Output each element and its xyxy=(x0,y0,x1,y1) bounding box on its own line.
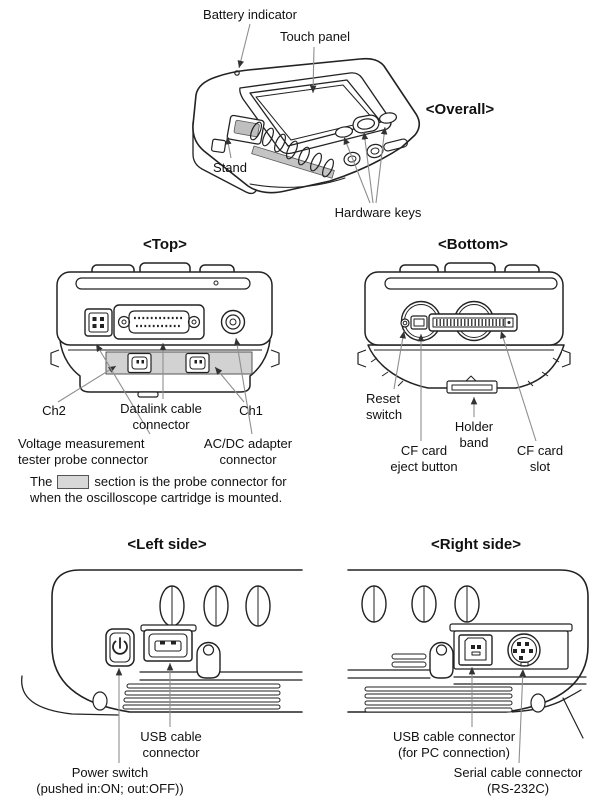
left-view-title: <Left side> xyxy=(127,536,207,553)
acdc-label: AC/DC adapter connector xyxy=(203,436,293,467)
probe-connector-ch1 xyxy=(186,354,209,373)
right-view-drawing xyxy=(348,570,588,738)
cf-slot-label: CF card slot xyxy=(516,443,564,474)
power-switch-label: Power switch (pushed in:ON; out:OFF)) xyxy=(36,765,184,796)
right-grip-pads xyxy=(362,586,479,622)
touch-panel-label: Touch panel xyxy=(279,29,351,44)
reset-switch-label: Reset switch xyxy=(366,391,403,422)
top-view-title: <Top> xyxy=(143,236,187,253)
holder-band-label: Holder band xyxy=(454,419,494,450)
usb-b-connector xyxy=(459,635,492,665)
serial-label: Serial cable connector (RS-232C) xyxy=(453,765,583,796)
probe-section-swatch xyxy=(57,475,89,489)
left-view-drawing xyxy=(22,570,302,715)
hardware-keys-label: Hardware keys xyxy=(334,205,422,220)
reset-switch-hole xyxy=(401,319,409,327)
overall-view-title: <Overall> xyxy=(425,101,495,118)
usb-left-label: USB cable connector xyxy=(140,729,202,760)
strap-loop xyxy=(197,643,220,679)
ch1-label: Ch1 xyxy=(239,403,263,418)
voltage-probe-label: Voltage measurement tester probe connector xyxy=(18,436,149,467)
strap-loop-right xyxy=(430,643,453,679)
power-switch xyxy=(106,629,134,666)
probe-connector-ch2 xyxy=(128,354,151,373)
probe-section-note: The section is the probe connector for when the oscilloscope cartridge is mounted. xyxy=(30,474,287,505)
voltage-probe-connector xyxy=(85,309,112,336)
acdc-adapter-connector xyxy=(222,311,245,334)
serial-din-connector xyxy=(508,634,540,666)
ch2-label: Ch2 xyxy=(42,403,66,418)
right-view-title: <Right side> xyxy=(430,536,522,553)
datalink-connector xyxy=(114,305,204,339)
top-view-drawing xyxy=(51,263,279,397)
datalink-label: Datalink cable connector xyxy=(120,401,202,432)
cf-eject-button xyxy=(411,316,427,329)
left-grip-pads xyxy=(160,586,270,626)
bottom-view-drawing xyxy=(358,263,570,393)
cf-card-slot xyxy=(429,314,517,331)
bottom-view-title: <Bottom> xyxy=(437,236,508,253)
usb-right-label: USB cable connector (for PC connection) xyxy=(392,729,516,760)
stand-label: Stand xyxy=(213,160,247,175)
battery-indicator-label: Battery indicator xyxy=(203,7,297,22)
cf-eject-label: CF card eject button xyxy=(390,443,458,474)
usb-a-connector xyxy=(141,625,196,661)
